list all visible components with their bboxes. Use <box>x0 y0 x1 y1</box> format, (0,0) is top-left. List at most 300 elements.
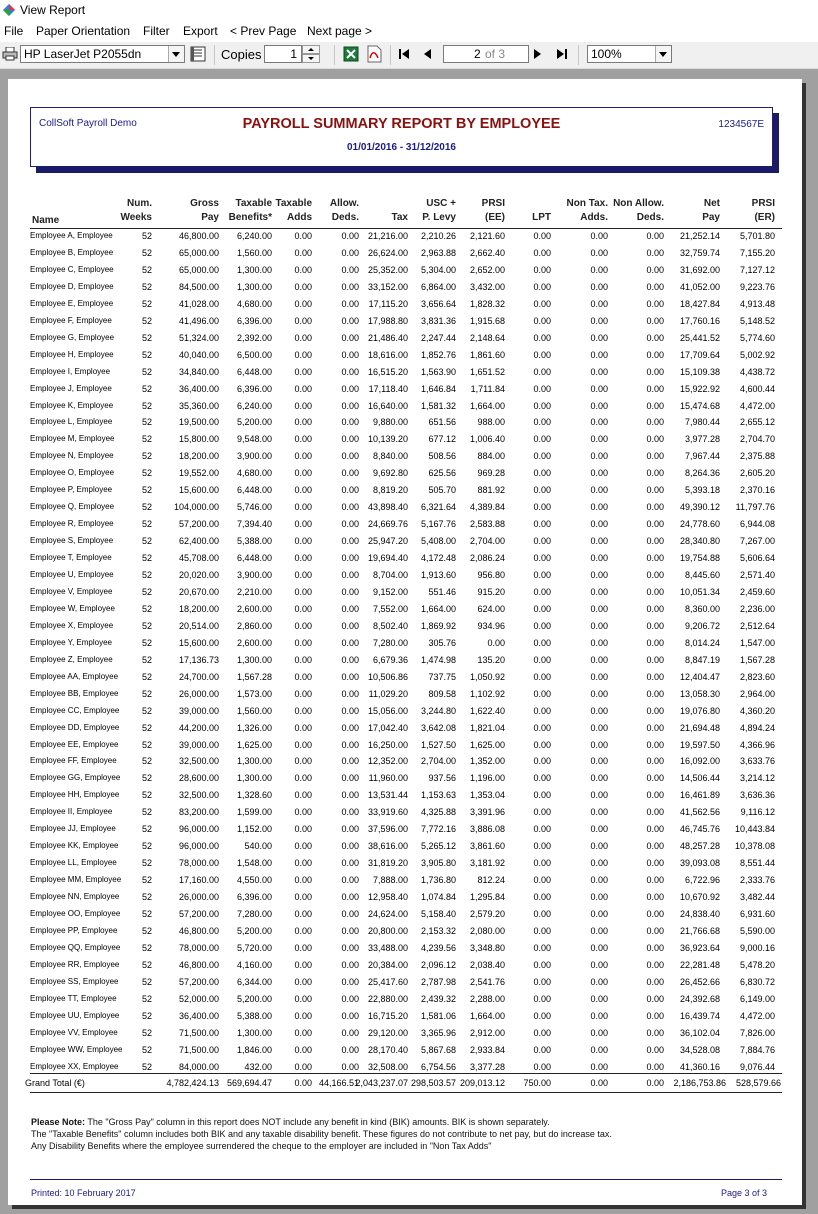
cell-taxable-benefits: 7,394.40 <box>236 519 272 530</box>
cell-usc-levy: 5,265.12 <box>420 841 456 852</box>
cell-prsi-er: 2,655.12 <box>739 417 775 428</box>
cell-non-tax-adds: 0.00 <box>590 807 608 818</box>
chevron-down-icon[interactable] <box>655 46 671 62</box>
cell-lpt: 0.00 <box>533 1061 551 1072</box>
cell-net-pay: 17,709.64 <box>679 349 720 360</box>
cell-name: Employee AA, Employee <box>30 671 119 681</box>
cell-prsi-er: 2,459.60 <box>739 586 775 597</box>
cell-taxable-benefits: 6,448.00 <box>236 485 272 496</box>
cell-net-pay: 8,014.24 <box>684 637 720 648</box>
cell-non-allow-deds: 0.00 <box>646 993 664 1004</box>
cell-non-tax-adds: 0.00 <box>590 858 608 869</box>
table-row <box>8 482 802 499</box>
table-row <box>8 635 802 652</box>
report-viewport[interactable] <box>0 69 818 1214</box>
cell-usc-levy: 1,664.00 <box>420 603 456 614</box>
cell-name: Employee XX, Employee <box>30 1061 119 1071</box>
cell-tax: 10,506.86 <box>367 671 408 682</box>
cell-taxable-benefits: 1,300.00 <box>236 654 272 665</box>
table-row <box>8 1042 802 1059</box>
cell-lpt: 0.00 <box>533 332 551 343</box>
cell-taxable-adds: 0.00 <box>294 1044 312 1055</box>
cell-prsi-er: 7,826.00 <box>739 1027 775 1038</box>
cell-taxable-benefits: 1,326.00 <box>236 722 272 733</box>
cell-usc-levy: 1,153.63 <box>420 790 456 801</box>
cell-lpt: 0.00 <box>533 959 551 970</box>
cell-taxable-benefits: 1,328.60 <box>236 790 272 801</box>
cell-gross-pay: 17,136.73 <box>178 654 219 665</box>
cell-taxable-adds: 0.00 <box>294 586 312 597</box>
totals-divider-bottom <box>30 1092 782 1093</box>
cell-prsi-ee: 1,711.84 <box>470 383 505 394</box>
cell-usc-levy: 2,153.32 <box>420 925 456 936</box>
cell-non-tax-adds: 0.00 <box>590 875 608 886</box>
cell-prsi-ee: 2,662.40 <box>469 247 505 258</box>
cell-non-tax-adds: 0.00 <box>590 976 608 987</box>
cell-weeks: 52 <box>141 654 152 665</box>
cell-prsi-ee: 2,148.64 <box>469 332 505 343</box>
cell-non-tax-adds: 0.00 <box>590 909 608 919</box>
cell-lpt: 0.00 <box>533 875 551 886</box>
cell-lpt: 0.00 <box>533 756 551 767</box>
menu-export[interactable]: Export <box>183 24 218 38</box>
cell-gross-pay: 15,800.00 <box>178 434 219 445</box>
toolbar <box>0 42 818 69</box>
cell-taxable-benefits: 1,300.00 <box>236 1027 272 1038</box>
cell-weeks: 52 <box>141 400 152 411</box>
cell-prsi-ee: 956.80 <box>477 570 505 580</box>
cell-prsi-er: 4,913.48 <box>739 298 775 309</box>
cell-prsi-er: 4,600.44 <box>739 383 775 394</box>
cell-name: Employee Z, Employee <box>30 654 113 664</box>
cell-allow-deds: 0.00 <box>341 383 359 394</box>
cell-allow-deds: 0.00 <box>341 281 359 292</box>
cell-name: Employee U, Employee <box>30 570 114 579</box>
cell-gross-pay: 32,500.00 <box>178 790 219 801</box>
chevron-down-icon[interactable] <box>168 46 184 62</box>
cell-prsi-er: 2,605.20 <box>739 468 775 479</box>
cell-prsi-ee: 3,432.00 <box>469 281 505 292</box>
cell-usc-levy: 5,867.68 <box>420 1044 456 1055</box>
cell-lpt: 0.00 <box>533 298 551 309</box>
note-label: Please Note: <box>31 1117 86 1127</box>
cell-gross-pay: 20,020.00 <box>178 570 219 580</box>
cell-weeks: 52 <box>141 637 152 648</box>
menu-paper-orientation[interactable]: Paper Orientation <box>36 24 131 38</box>
cell-non-allow-deds: 0.00 <box>646 722 664 733</box>
cell-prsi-ee: 2,652.00 <box>469 264 505 275</box>
cell-usc-levy: 737.75 <box>428 671 456 682</box>
cell-weeks: 52 <box>141 281 152 292</box>
cell-usc-levy: 1,474.98 <box>420 654 456 665</box>
cell-taxable-benefits: 1,560.00 <box>236 705 272 716</box>
cell-name: Employee HH, Employee <box>30 790 120 800</box>
cell-allow-deds: 0.00 <box>341 570 359 580</box>
cell-taxable-adds: 0.00 <box>294 383 312 394</box>
cell-prsi-er: 6,944.08 <box>739 519 775 530</box>
cell-usc-levy: 505.70 <box>428 485 456 496</box>
cell-usc-levy: 2,210.26 <box>420 231 456 241</box>
cell-non-tax-adds: 0.00 <box>590 264 608 275</box>
cell-prsi-ee: 915.20 <box>477 586 505 597</box>
cell-prsi-ee: 1,102.92 <box>469 688 505 699</box>
cell-allow-deds: 0.00 <box>341 773 359 784</box>
cell-taxable-adds: 0.00 <box>294 417 312 428</box>
cell-gross-pay: 46,800.00 <box>178 959 219 970</box>
cell-usc-levy: 937.56 <box>428 773 456 784</box>
first-page-icon[interactable] <box>398 48 410 60</box>
cell-non-tax-adds: 0.00 <box>590 773 608 784</box>
cell-taxable-benefits: 1,300.00 <box>236 773 272 784</box>
cell-taxable-adds: 0.00 <box>294 773 312 784</box>
total-non-tax-adds: 0.00 <box>590 1078 608 1088</box>
cell-non-allow-deds: 0.00 <box>646 959 664 970</box>
cell-weeks: 52 <box>141 756 152 767</box>
totals-divider-top <box>30 1073 782 1074</box>
cell-gross-pay: 96,000.00 <box>178 824 219 835</box>
cell-tax: 18,616.00 <box>367 349 408 360</box>
cell-usc-levy: 5,304.00 <box>420 264 456 275</box>
cell-tax: 25,417.60 <box>367 976 408 987</box>
cell-gross-pay: 18,200.00 <box>178 451 219 462</box>
cell-allow-deds: 0.00 <box>341 1027 359 1038</box>
cell-taxable-benefits: 7,280.00 <box>236 909 272 919</box>
cell-prsi-er: 8,551.44 <box>739 858 775 869</box>
cell-tax: 17,118.40 <box>368 383 408 394</box>
cell-non-allow-deds: 0.00 <box>646 654 664 665</box>
cell-lpt: 0.00 <box>533 976 551 987</box>
cell-usc-levy: 677.12 <box>428 434 456 445</box>
cell-non-tax-adds: 0.00 <box>590 434 608 445</box>
zoom-select[interactable] <box>587 45 672 63</box>
cell-allow-deds: 0.00 <box>341 807 359 818</box>
cell-usc-levy: 1,581.06 <box>420 1010 456 1021</box>
cell-lpt: 0.00 <box>533 383 551 394</box>
cell-prsi-er: 9,116.12 <box>740 807 775 818</box>
menu-file[interactable]: File <box>4 24 24 38</box>
total-non-allow-deds: 0.00 <box>646 1078 664 1088</box>
cell-tax: 20,384.00 <box>367 959 408 970</box>
cell-non-allow-deds: 0.00 <box>646 247 664 258</box>
total-allow-deds: 44,166.51 <box>318 1078 359 1088</box>
cell-net-pay: 22,281.48 <box>679 959 720 970</box>
cell-taxable-adds: 0.00 <box>294 671 312 682</box>
cell-taxable-benefits: 2,392.00 <box>236 332 272 343</box>
cell-tax: 16,250.00 <box>367 739 408 750</box>
col-header-taxable-benefits: Benefits* <box>228 212 272 223</box>
cell-lpt: 0.00 <box>533 739 551 750</box>
table-row <box>8 618 802 635</box>
cell-net-pay: 7,967.44 <box>684 451 720 462</box>
table-row <box>8 601 802 618</box>
cell-taxable-benefits: 2,860.00 <box>236 620 272 631</box>
pdf-export-icon[interactable] <box>366 45 382 63</box>
cell-weeks: 52 <box>141 942 152 953</box>
cell-name: Employee X, Employee <box>30 620 114 630</box>
cell-taxable-adds: 0.00 <box>294 281 312 292</box>
cell-gross-pay: 57,200.00 <box>178 976 219 987</box>
cell-non-allow-deds: 0.00 <box>646 400 664 411</box>
menu-next-page[interactable]: Next page > <box>307 24 373 38</box>
cell-non-allow-deds: 0.00 <box>646 773 664 784</box>
col-header-net-pay: Pay <box>702 212 720 223</box>
cell-name: Employee B, Employee <box>30 247 114 257</box>
cell-allow-deds: 0.00 <box>341 485 359 496</box>
cell-gross-pay: 40,040.00 <box>178 349 219 360</box>
cell-weeks: 52 <box>141 858 152 869</box>
cell-tax: 33,488.00 <box>367 942 408 953</box>
cell-name: Employee JJ, Employee <box>30 824 116 834</box>
cell-weeks: 52 <box>141 434 152 445</box>
cell-allow-deds: 0.00 <box>341 739 359 750</box>
cell-non-allow-deds: 0.00 <box>646 468 664 479</box>
cell-non-allow-deds: 0.00 <box>646 366 664 377</box>
cell-gross-pay: 28,600.00 <box>178 773 219 784</box>
cell-taxable-benefits: 4,160.00 <box>236 959 272 970</box>
cell-name: Employee FF, Employee <box>30 756 117 766</box>
cell-non-allow-deds: 0.00 <box>646 824 664 835</box>
cell-prsi-ee: 812.24 <box>477 875 505 886</box>
cell-usc-levy: 1,581.32 <box>420 400 456 411</box>
table-row <box>8 414 802 431</box>
cell-prsi-ee: 2,541.76 <box>469 976 505 987</box>
cell-gross-pay: 65,000.00 <box>178 247 219 258</box>
col-header-allow-deds: Allow. <box>329 198 359 209</box>
cell-tax: 8,704.00 <box>372 570 408 580</box>
cell-lpt: 0.00 <box>533 468 551 479</box>
cell-prsi-ee: 3,861.60 <box>469 841 505 852</box>
cell-weeks: 52 <box>141 824 152 835</box>
cell-allow-deds: 0.00 <box>341 942 359 953</box>
cell-weeks: 52 <box>141 298 152 309</box>
col-header-prsi-ee: (EE) <box>485 212 505 223</box>
cell-prsi-er: 5,774.60 <box>739 332 775 343</box>
copies-input[interactable] <box>264 45 302 63</box>
cell-gross-pay: 84,000.00 <box>178 1061 219 1072</box>
cell-tax: 25,947.20 <box>367 536 408 547</box>
cell-taxable-adds: 0.00 <box>294 756 312 767</box>
report-page <box>8 79 802 1205</box>
cell-non-tax-adds: 0.00 <box>590 756 608 767</box>
cell-lpt: 0.00 <box>533 485 551 496</box>
menu-bar <box>0 22 818 42</box>
table-row <box>8 1008 802 1025</box>
cell-taxable-adds: 0.00 <box>294 790 312 801</box>
cell-tax: 9,692.80 <box>372 468 408 479</box>
copies-stepper-icon[interactable] <box>302 45 320 63</box>
cell-taxable-adds: 0.00 <box>294 841 312 852</box>
page-of-label: of 3 <box>485 47 506 61</box>
next-page-icon[interactable] <box>533 48 543 60</box>
cell-usc-levy: 551.46 <box>428 586 456 597</box>
cell-non-tax-adds: 0.00 <box>590 485 608 496</box>
cell-taxable-adds: 0.00 <box>294 654 312 665</box>
cell-taxable-benefits: 1,573.00 <box>236 688 272 699</box>
printer-select[interactable] <box>20 45 185 63</box>
cell-taxable-benefits: 5,200.00 <box>236 993 272 1004</box>
table-row <box>8 872 802 889</box>
cell-taxable-benefits: 5,720.00 <box>236 942 272 953</box>
cell-lpt: 0.00 <box>533 231 551 241</box>
cell-taxable-adds: 0.00 <box>294 1061 312 1072</box>
cell-prsi-ee: 1,352.00 <box>469 756 505 767</box>
total-gross-pay: 4,782,424.13 <box>166 1078 219 1088</box>
cell-prsi-ee: 1,821.04 <box>469 722 505 733</box>
date-range: 01/01/2016 - 31/12/2016 <box>347 142 456 153</box>
title-bar <box>0 0 818 22</box>
cell-taxable-adds: 0.00 <box>294 332 312 343</box>
cell-weeks: 52 <box>141 739 152 750</box>
cell-weeks: 52 <box>141 366 152 377</box>
cell-tax: 9,152.00 <box>372 586 408 597</box>
cell-non-tax-adds: 0.00 <box>590 400 608 411</box>
cell-usc-levy: 1,646.84 <box>420 383 456 394</box>
copies-value: 1 <box>290 47 297 61</box>
cell-net-pay: 24,778.60 <box>679 519 720 530</box>
cell-weeks: 52 <box>141 570 152 580</box>
cell-name: Employee F, Employee <box>30 315 112 325</box>
table-row <box>8 703 802 720</box>
cell-non-tax-adds: 0.00 <box>590 519 608 530</box>
cell-taxable-benefits: 6,240.00 <box>236 231 272 241</box>
cell-prsi-er: 7,127.12 <box>739 264 775 275</box>
cell-usc-levy: 4,325.88 <box>420 807 456 818</box>
cell-non-tax-adds: 0.00 <box>590 959 608 970</box>
excel-export-icon[interactable] <box>343 46 359 62</box>
menu-filter[interactable]: Filter <box>143 24 170 38</box>
cell-weeks: 52 <box>141 671 152 682</box>
cell-lpt: 0.00 <box>533 671 551 682</box>
cell-net-pay: 49,390.12 <box>679 502 720 513</box>
cell-taxable-benefits: 4,550.00 <box>236 875 272 886</box>
cell-prsi-ee: 2,080.00 <box>469 925 505 936</box>
table-row <box>8 889 802 906</box>
cell-non-tax-adds: 0.00 <box>590 281 608 292</box>
cell-prsi-er: 2,370.16 <box>739 485 775 496</box>
cell-net-pay: 31,692.00 <box>679 264 720 275</box>
cell-tax: 16,515.20 <box>367 366 408 377</box>
col-header-taxable-adds: Taxable <box>275 198 312 209</box>
prev-page-icon[interactable] <box>422 48 432 60</box>
cell-prsi-er: 5,590.00 <box>739 925 775 936</box>
cell-non-allow-deds: 0.00 <box>646 671 664 682</box>
cell-prsi-ee: 2,086.24 <box>469 553 505 564</box>
cell-gross-pay: 57,200.00 <box>178 909 219 919</box>
cell-prsi-er: 3,633.76 <box>739 756 775 767</box>
cell-prsi-ee: 0.00 <box>487 637 505 648</box>
cell-usc-levy: 4,239.56 <box>420 942 456 953</box>
cell-net-pay: 10,051.34 <box>679 586 720 597</box>
cell-taxable-adds: 0.00 <box>294 570 312 580</box>
cell-non-allow-deds: 0.00 <box>646 942 664 953</box>
cell-weeks: 52 <box>141 603 152 614</box>
note-taxable-benefits: The "Taxable Benefits" column includes both BIK and any taxable disability benefit. These figures do not contribute to net pay, but do increase tax. <box>31 1129 612 1139</box>
cell-net-pay: 41,052.00 <box>679 281 720 292</box>
cell-taxable-benefits: 3,900.00 <box>236 451 272 462</box>
cell-taxable-benefits: 4,680.00 <box>236 468 272 479</box>
cell-non-allow-deds: 0.00 <box>646 417 664 428</box>
menu-prev-page[interactable]: < Prev Page <box>230 24 297 38</box>
cell-non-allow-deds: 0.00 <box>646 603 664 614</box>
table-row <box>8 431 802 448</box>
cell-taxable-adds: 0.00 <box>294 892 312 903</box>
page-number-input[interactable] <box>443 45 529 63</box>
cell-taxable-adds: 0.00 <box>294 264 312 275</box>
cell-prsi-ee: 884.00 <box>477 451 505 462</box>
cell-lpt: 0.00 <box>533 536 551 547</box>
cell-tax: 11,960.00 <box>368 773 408 784</box>
cell-usc-levy: 5,158.40 <box>420 909 456 919</box>
cell-prsi-ee: 2,121.60 <box>469 231 505 241</box>
cell-name: Employee I, Employee <box>30 366 111 376</box>
cell-weeks: 52 <box>141 264 152 275</box>
cell-net-pay: 34,528.08 <box>679 1044 720 1055</box>
table-row <box>8 262 802 279</box>
toolbar-separator <box>334 45 335 65</box>
cell-taxable-adds: 0.00 <box>294 553 312 564</box>
cell-lpt: 0.00 <box>533 570 551 580</box>
cell-net-pay: 13,058.30 <box>679 688 720 699</box>
cell-net-pay: 28,340.80 <box>679 536 720 547</box>
cell-non-allow-deds: 0.00 <box>646 502 664 513</box>
printer-icon[interactable] <box>2 47 18 61</box>
last-page-icon[interactable] <box>556 48 568 60</box>
cell-non-allow-deds: 0.00 <box>646 298 664 309</box>
cell-lpt: 0.00 <box>533 909 551 919</box>
cell-prsi-er: 3,482.44 <box>739 892 775 903</box>
cell-tax: 32,508.00 <box>367 1061 408 1072</box>
cell-prsi-er: 5,002.92 <box>739 349 775 360</box>
col-header-taxable-benefits: Taxable <box>235 198 272 209</box>
cell-usc-levy: 625.56 <box>428 468 456 479</box>
cell-gross-pay: 24,700.00 <box>178 671 219 682</box>
cell-gross-pay: 44,200.00 <box>178 722 219 733</box>
cell-taxable-adds: 0.00 <box>294 824 312 835</box>
cell-taxable-benefits: 5,200.00 <box>236 417 272 428</box>
cell-gross-pay: 19,500.00 <box>178 417 219 428</box>
table-row <box>8 330 802 347</box>
cell-non-allow-deds: 0.00 <box>646 383 664 394</box>
cell-tax: 33,919.60 <box>367 807 408 818</box>
cell-net-pay: 14,506.44 <box>679 773 720 784</box>
cell-taxable-adds: 0.00 <box>294 959 312 970</box>
cell-non-tax-adds: 0.00 <box>590 417 608 428</box>
table-row <box>8 567 802 584</box>
cell-net-pay: 24,392.68 <box>679 993 720 1004</box>
cell-non-allow-deds: 0.00 <box>646 451 664 462</box>
cell-tax: 7,552.00 <box>372 603 408 614</box>
table-row <box>8 720 802 737</box>
cell-name: Employee PP, Employee <box>30 925 118 935</box>
cell-non-allow-deds: 0.00 <box>646 909 664 919</box>
cell-prsi-ee: 1,828.32 <box>469 298 505 309</box>
cell-non-tax-adds: 0.00 <box>590 349 608 360</box>
cell-prsi-er: 10,443.84 <box>734 824 775 835</box>
printer-settings-icon[interactable] <box>190 46 206 62</box>
cell-non-tax-adds: 0.00 <box>590 1044 608 1055</box>
cell-allow-deds: 0.00 <box>341 841 359 852</box>
cell-gross-pay: 17,160.00 <box>178 875 219 886</box>
page-number-value: 2 <box>474 47 481 61</box>
cell-usc-levy: 651.56 <box>428 417 456 428</box>
table-row <box>8 737 802 754</box>
cell-lpt: 0.00 <box>533 773 551 784</box>
cell-name: Employee S, Employee <box>30 536 114 546</box>
cell-taxable-adds: 0.00 <box>294 875 312 886</box>
col-header-usc-levy: P. Levy <box>422 212 456 223</box>
cell-name: Employee DD, Employee <box>30 722 120 732</box>
cell-prsi-ee: 3,886.08 <box>469 824 505 835</box>
